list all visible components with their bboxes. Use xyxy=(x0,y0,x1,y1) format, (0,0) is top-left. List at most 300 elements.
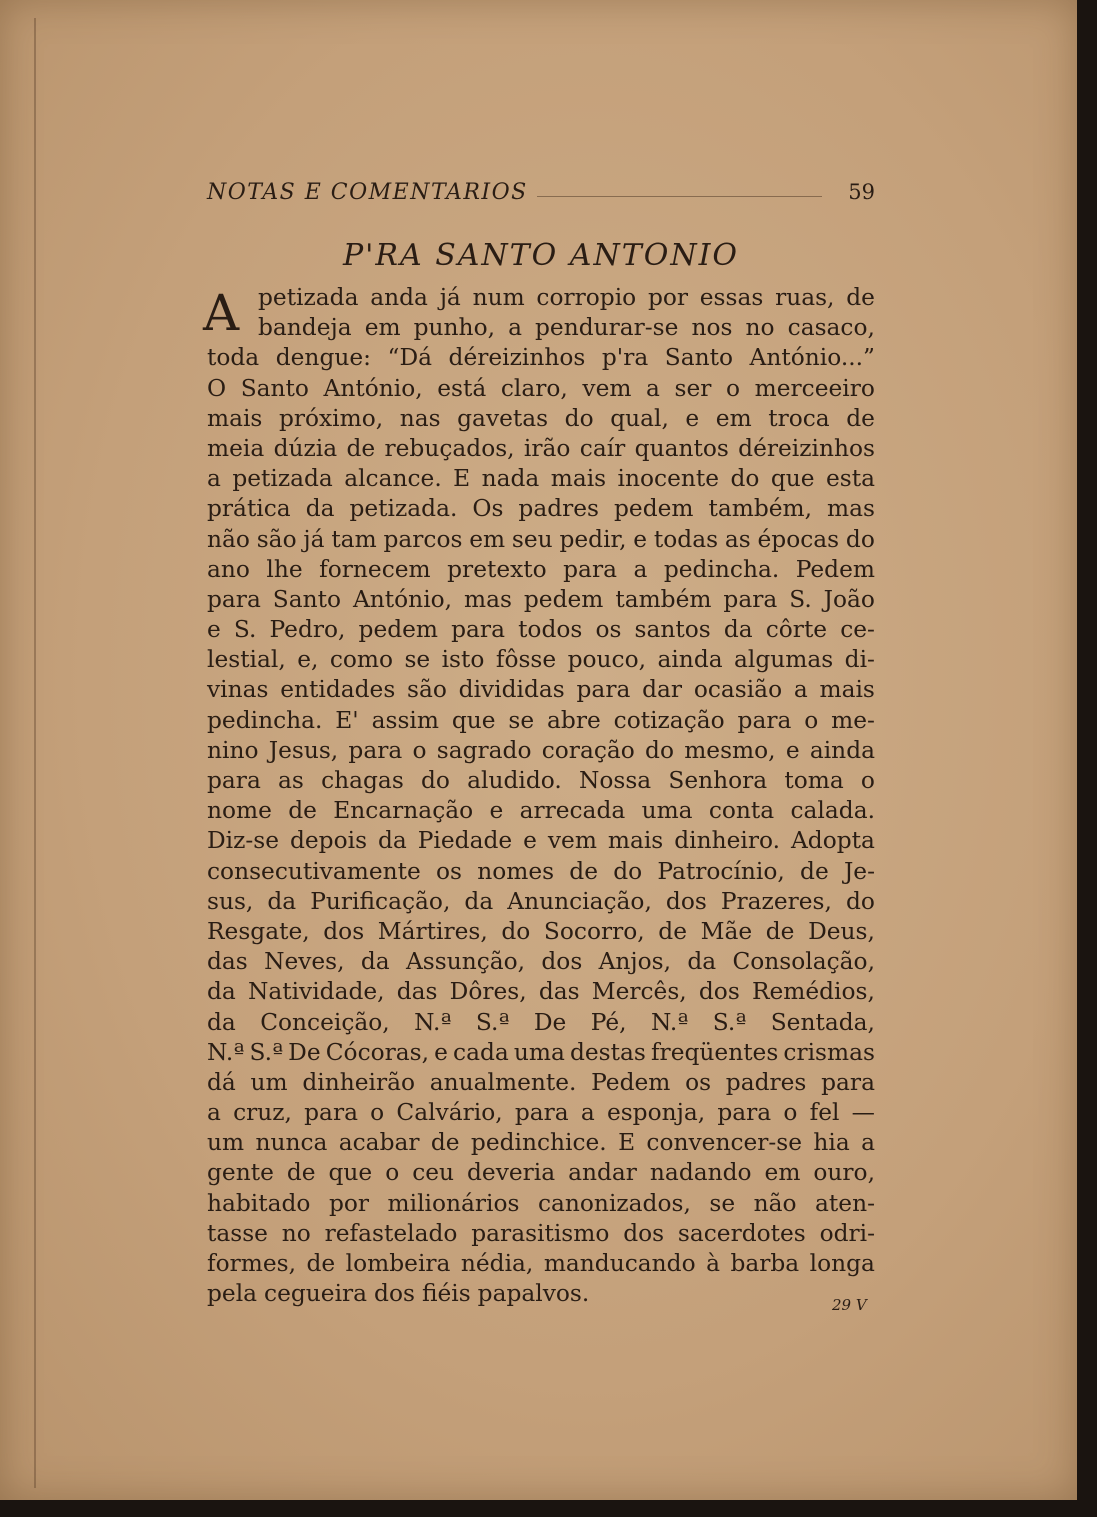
word: para xyxy=(207,585,261,613)
word: a xyxy=(793,676,808,704)
word: se xyxy=(508,706,535,734)
word: mais xyxy=(207,404,263,432)
word: se xyxy=(709,1189,736,1217)
word: para xyxy=(514,1099,569,1127)
word: pedir, xyxy=(559,525,627,553)
header-rule xyxy=(537,196,822,197)
word: João xyxy=(823,585,875,613)
word: pedem xyxy=(614,495,694,523)
word: Consolação, xyxy=(732,948,875,976)
text-line xyxy=(207,555,875,585)
word: S. xyxy=(233,616,257,644)
word: uma xyxy=(513,1038,565,1066)
word: formes, xyxy=(207,1250,297,1277)
text-line xyxy=(207,977,875,1007)
word: não xyxy=(753,1189,797,1217)
word: os xyxy=(595,616,622,644)
word: vinas xyxy=(207,676,269,704)
word: ce- xyxy=(840,616,875,644)
text-line xyxy=(207,374,875,404)
word: está xyxy=(437,374,487,402)
word: o xyxy=(860,767,875,794)
word: para xyxy=(304,1099,358,1127)
word: e xyxy=(523,827,537,855)
word: aludido. xyxy=(467,767,562,794)
word: Santo xyxy=(240,374,309,402)
word: mesmo, xyxy=(684,736,776,764)
word: punho, xyxy=(413,314,495,342)
text-line xyxy=(207,585,875,615)
word: dos xyxy=(323,917,365,945)
word: andar xyxy=(568,1159,637,1187)
word: no xyxy=(745,314,775,342)
word: e xyxy=(785,736,800,764)
word: Jesus, xyxy=(268,736,339,764)
word: N.ª xyxy=(207,1038,245,1066)
word: Purificação, xyxy=(310,887,451,915)
word: canonizados, xyxy=(537,1189,691,1217)
word: petizada xyxy=(258,284,359,311)
word: já xyxy=(439,284,461,311)
word: mais xyxy=(550,465,607,493)
word: algumas xyxy=(734,646,834,674)
word: vem xyxy=(582,374,632,402)
word: o xyxy=(726,374,741,402)
word: Remédios, xyxy=(751,978,875,1006)
word: de xyxy=(846,404,875,432)
word: nino xyxy=(207,736,259,764)
word: isto xyxy=(441,646,485,674)
word: N.ª xyxy=(650,1008,689,1036)
word: milionários xyxy=(387,1189,520,1217)
word: nome xyxy=(207,797,272,825)
text-line xyxy=(207,525,875,555)
word: da xyxy=(207,978,236,1006)
text-line xyxy=(207,736,875,766)
word: ser xyxy=(674,374,712,402)
word: do xyxy=(420,767,450,794)
word: fornecem xyxy=(319,555,431,583)
word: abre xyxy=(547,706,601,734)
word: mais xyxy=(607,827,664,855)
word: consecutivamente xyxy=(207,857,421,885)
word: coração xyxy=(541,736,635,764)
word: das xyxy=(538,978,580,1006)
text-line xyxy=(207,826,875,856)
word: nada xyxy=(481,465,540,493)
word: dá xyxy=(207,1068,236,1096)
word: Adopta xyxy=(790,827,875,855)
word: freqüentes xyxy=(650,1038,779,1066)
word: da xyxy=(305,495,335,523)
word: dos xyxy=(665,887,707,915)
word: a xyxy=(861,1129,875,1157)
word: do xyxy=(845,887,875,915)
page-header xyxy=(207,176,875,210)
word: já xyxy=(303,525,325,553)
printer-signature: 29 V xyxy=(832,1296,867,1314)
word: em xyxy=(469,525,506,553)
word: merceeiro xyxy=(754,374,875,402)
word: sagrado xyxy=(436,736,532,764)
word: divididas xyxy=(458,676,565,704)
word: e xyxy=(489,797,504,825)
word: entidades xyxy=(280,676,396,704)
word: o xyxy=(412,736,427,764)
word: cruz, xyxy=(233,1099,292,1127)
word: habitado xyxy=(207,1189,311,1217)
word: pendurar-se xyxy=(535,314,679,342)
word: Pé, xyxy=(590,1008,627,1036)
word: dinheirão xyxy=(302,1068,416,1096)
word: inocente xyxy=(617,465,720,493)
word: de xyxy=(658,917,687,945)
text-line xyxy=(207,343,875,373)
text-line xyxy=(207,1249,875,1279)
text-line xyxy=(207,1219,875,1249)
text-line xyxy=(207,645,875,675)
word: dar xyxy=(642,676,683,704)
word: um xyxy=(207,1129,245,1157)
word: também xyxy=(615,585,712,613)
running-title: NOTAS E COMENTARIOS xyxy=(207,180,528,205)
word: da xyxy=(267,887,297,915)
word: ocasião xyxy=(693,676,783,704)
word: déreizinhos xyxy=(738,434,875,462)
word: Os xyxy=(472,495,504,523)
word: todos xyxy=(518,616,583,644)
word: depois xyxy=(289,827,368,855)
word: papalvos. xyxy=(477,1280,590,1308)
word: anda xyxy=(370,284,428,311)
word: prática xyxy=(207,495,291,523)
word: dos xyxy=(623,1219,665,1247)
text-line xyxy=(207,1068,875,1098)
word: seu xyxy=(511,525,553,553)
page-gutter-line xyxy=(34,18,36,1488)
word: ceu xyxy=(412,1159,455,1187)
word: crismas xyxy=(783,1038,875,1066)
word: para xyxy=(723,585,778,613)
word: gavetas xyxy=(457,404,549,432)
word: Neves, xyxy=(264,948,345,976)
word: a xyxy=(207,1099,221,1127)
word: cegueira xyxy=(264,1280,368,1308)
word: Santo xyxy=(272,585,342,613)
word: pedincha. xyxy=(207,706,323,734)
word: toma xyxy=(784,767,844,794)
word: casaco, xyxy=(787,314,875,342)
word: ainda xyxy=(809,736,875,764)
word: sacerdotes xyxy=(677,1219,806,1247)
word: ruas, xyxy=(775,284,835,311)
word: dos xyxy=(541,948,583,976)
word: de xyxy=(346,434,376,462)
word: e xyxy=(633,525,648,553)
word: em xyxy=(364,314,401,342)
word: claro, xyxy=(500,374,568,402)
word: para xyxy=(821,1068,875,1096)
word: a xyxy=(580,1099,595,1127)
word: lhe xyxy=(266,555,303,583)
word: di- xyxy=(844,646,875,674)
word: tasse xyxy=(207,1219,268,1247)
word: Diz-se xyxy=(207,827,280,855)
word: são xyxy=(407,676,447,704)
word: mais xyxy=(819,676,875,704)
word: Assunção, xyxy=(405,948,526,976)
word: toda xyxy=(207,344,260,372)
word: do xyxy=(564,404,594,432)
text-line xyxy=(207,675,875,705)
word: no xyxy=(281,1219,311,1247)
word: e xyxy=(685,404,700,432)
word: próximo, xyxy=(278,404,384,432)
word: ano xyxy=(207,555,250,583)
word: petizada xyxy=(232,465,333,493)
text-line xyxy=(207,706,875,736)
word: côrte xyxy=(765,616,828,644)
word: de xyxy=(430,1129,460,1157)
word: De xyxy=(533,1008,567,1036)
word: alcance. xyxy=(344,465,442,493)
word: ainda xyxy=(657,646,723,674)
word: convencer-se xyxy=(646,1129,803,1157)
word: em xyxy=(764,1159,801,1187)
word: quantos xyxy=(634,434,729,462)
word: Mãe xyxy=(700,917,753,945)
word: Cócoras, xyxy=(325,1038,430,1066)
word: de xyxy=(286,1159,316,1187)
word: pedem xyxy=(358,616,439,644)
word: meia xyxy=(207,434,265,462)
word: da xyxy=(723,616,753,644)
word: da xyxy=(377,827,407,855)
word: petizada. xyxy=(349,495,458,523)
word: o xyxy=(804,706,819,734)
word: do xyxy=(645,736,674,764)
word: essas xyxy=(699,284,764,311)
word: ouro, xyxy=(813,1159,875,1187)
word: qual, xyxy=(610,404,669,432)
word: de xyxy=(306,1250,336,1277)
word: pedinchice. xyxy=(470,1129,607,1157)
word: Piedade xyxy=(417,827,513,855)
word: padres xyxy=(725,1068,807,1096)
text-line xyxy=(207,283,875,313)
word: E xyxy=(453,465,471,493)
text-line xyxy=(207,404,875,434)
word: a xyxy=(508,314,522,342)
word: Mercês, xyxy=(591,978,687,1006)
word: p'ra xyxy=(601,344,649,372)
word: déreizinhos xyxy=(448,344,586,372)
word: cotização xyxy=(613,706,725,734)
word: por xyxy=(647,284,689,311)
word: me- xyxy=(831,706,875,734)
word: conta xyxy=(708,797,775,825)
word: da xyxy=(360,948,390,976)
word: De xyxy=(288,1038,321,1066)
word: odri- xyxy=(819,1219,875,1247)
word: todas xyxy=(653,525,719,553)
word: Natividade, xyxy=(247,978,385,1006)
word: mas xyxy=(827,495,875,523)
word: dos xyxy=(698,978,740,1006)
word: nas xyxy=(399,404,441,432)
word: parcos xyxy=(383,525,463,553)
word: de xyxy=(765,917,795,945)
word: Pedem xyxy=(795,555,875,583)
word: mas xyxy=(464,585,512,613)
word: tam xyxy=(331,525,377,553)
word: para xyxy=(207,767,261,794)
word: rebuçados, xyxy=(384,434,515,462)
text-line xyxy=(207,494,875,524)
word: dúzia xyxy=(273,434,338,462)
text-line xyxy=(207,766,875,796)
word: Je- xyxy=(843,857,875,885)
word: pedem xyxy=(523,585,604,613)
word: um xyxy=(250,1068,288,1096)
word: deveria xyxy=(467,1159,556,1187)
word: Anjos, xyxy=(598,948,672,976)
word: de xyxy=(800,857,829,885)
word: Mártires, xyxy=(377,917,488,945)
word: uma xyxy=(641,797,693,825)
word: como xyxy=(329,646,394,674)
word: o xyxy=(783,1099,798,1127)
word: do xyxy=(501,917,531,945)
word: S.ª xyxy=(249,1038,284,1066)
word: “Dá xyxy=(387,344,433,372)
word: cada xyxy=(453,1038,509,1066)
word: arrecada xyxy=(519,797,626,825)
word: Calvário, xyxy=(396,1099,503,1127)
word: destas xyxy=(569,1038,646,1066)
word: Sentada, xyxy=(770,1008,875,1036)
word: para xyxy=(576,676,631,704)
word: N.ª xyxy=(414,1008,452,1036)
word: parasitismo xyxy=(471,1219,610,1247)
word: — xyxy=(851,1099,875,1127)
text-line xyxy=(207,615,875,645)
word: bandeja xyxy=(258,314,352,342)
word: S. xyxy=(789,585,812,613)
word: e xyxy=(207,616,221,644)
word: aten- xyxy=(815,1189,875,1217)
word: os xyxy=(685,1068,712,1096)
text-line xyxy=(207,1189,875,1219)
word: pela xyxy=(207,1280,258,1308)
word: se xyxy=(404,646,431,674)
word: Conceição, xyxy=(260,1008,390,1036)
text-line xyxy=(207,1128,875,1158)
word: Patrocínio, xyxy=(657,857,785,885)
word: António, xyxy=(323,374,423,402)
word: das xyxy=(396,978,438,1006)
word: António, xyxy=(352,585,453,613)
word: para xyxy=(563,555,617,583)
word: caír xyxy=(579,434,626,462)
word: e xyxy=(434,1038,448,1066)
word: os xyxy=(436,857,462,885)
word: por xyxy=(328,1189,370,1217)
word: O xyxy=(207,374,227,402)
text-line xyxy=(207,1038,875,1068)
text-line xyxy=(207,796,875,826)
word: Prazeres, xyxy=(720,887,832,915)
word: Santo xyxy=(664,344,733,372)
text-line xyxy=(207,434,875,464)
text-line xyxy=(207,1279,875,1309)
word: que xyxy=(451,706,496,734)
word: para xyxy=(717,1099,772,1127)
word: chagas xyxy=(321,767,404,794)
word: de xyxy=(288,797,317,825)
word: do xyxy=(845,525,875,553)
word: Anunciação, xyxy=(507,887,652,915)
word: do xyxy=(613,857,643,885)
word: as xyxy=(724,525,751,553)
word: nos xyxy=(691,314,733,342)
word: em xyxy=(715,404,752,432)
word: Deus, xyxy=(808,917,875,945)
word: e, xyxy=(297,646,319,674)
word: Pedro, xyxy=(269,616,346,644)
text-line xyxy=(207,1158,875,1188)
word: longa xyxy=(809,1250,875,1277)
word: barba xyxy=(730,1250,800,1277)
word: acabar xyxy=(338,1129,420,1157)
word: são xyxy=(256,525,297,553)
word: troca xyxy=(768,404,830,432)
word: dos xyxy=(374,1280,415,1308)
word: gente xyxy=(207,1159,274,1187)
word: fel xyxy=(809,1099,840,1127)
word: Resgate, xyxy=(207,917,310,945)
text-line xyxy=(207,917,875,947)
word: Nossa xyxy=(578,767,652,794)
text-line xyxy=(207,857,875,887)
word: vem xyxy=(547,827,597,855)
word: a xyxy=(207,465,221,493)
word: nomes xyxy=(477,857,555,885)
word: para xyxy=(348,736,403,764)
word: António...” xyxy=(749,344,875,372)
word: para xyxy=(737,706,792,734)
word: da xyxy=(464,887,494,915)
word: que xyxy=(328,1159,373,1187)
page-number: 59 xyxy=(848,180,875,204)
word: assim xyxy=(371,706,439,734)
word: dengue: xyxy=(275,344,371,372)
word: também, xyxy=(708,495,813,523)
word: manducando xyxy=(543,1250,696,1277)
word: da xyxy=(687,948,717,976)
word: fiéis xyxy=(421,1280,471,1308)
word: pouco, xyxy=(567,646,647,674)
article-body xyxy=(203,283,875,1309)
word: do xyxy=(730,465,760,493)
word: padres xyxy=(518,495,600,523)
word: Senhora xyxy=(668,767,768,794)
word: refastelado xyxy=(324,1219,458,1247)
word: dinheiro. xyxy=(674,827,780,855)
word: de xyxy=(846,284,875,311)
word: das xyxy=(207,948,248,976)
word: fôsse xyxy=(495,646,557,674)
